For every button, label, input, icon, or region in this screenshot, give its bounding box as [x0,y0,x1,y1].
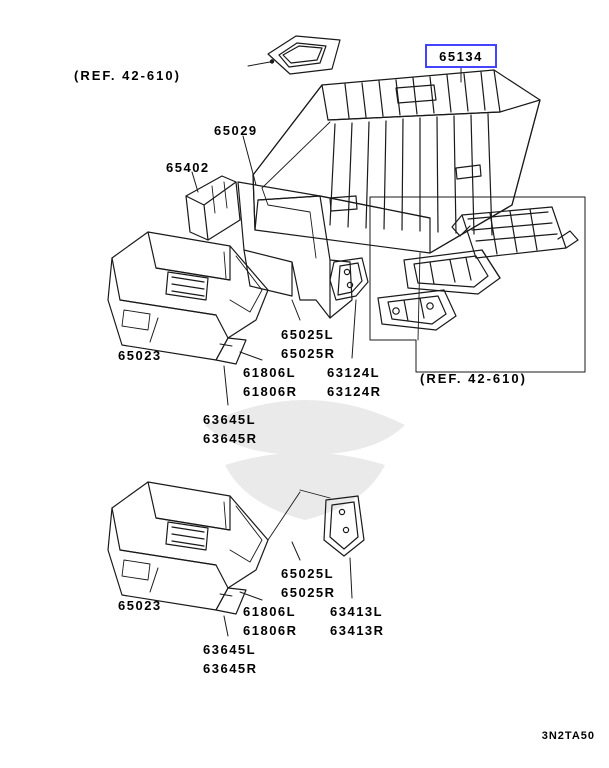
part-label-63413l: 63413L [330,604,384,619]
reference-callout-top: (REF. 42-610) [74,68,181,83]
part-label-61806r-lower: 61806R [243,623,298,638]
highlight-part-number[interactable]: 65134 [425,44,497,68]
part-label-65023-upper: 65023 [118,348,162,363]
part-label-63645r-lower: 63645R [203,661,258,676]
part-label-61806l-upper: 61806L [243,365,297,380]
part-label-63645l-upper: 63645L [203,412,257,427]
part-label-65025l-lower: 65025L [281,566,335,581]
drawing-code: 3N2TA50 [541,730,595,742]
part-label-65023-lower: 65023 [118,598,162,613]
part-label-63413r: 63413R [330,623,385,638]
part-label-65025l-upper: 65025L [281,327,335,342]
part-label-65029: 65029 [214,123,258,138]
part-label-61806r-upper: 61806R [243,384,298,399]
part-label-65402: 65402 [166,160,210,175]
part-label-63124r: 63124R [327,384,382,399]
part-label-65025r-upper: 65025R [281,346,336,361]
part-label-63645l-lower: 63645L [203,642,257,657]
part-label-63645r-upper: 63645R [203,431,258,446]
part-label-65025r-lower: 65025R [281,585,336,600]
part-label-63124l: 63124L [327,365,381,380]
part-label-61806l-lower: 61806L [243,604,297,619]
reference-callout-inset: (REF. 42-610) [420,371,527,386]
